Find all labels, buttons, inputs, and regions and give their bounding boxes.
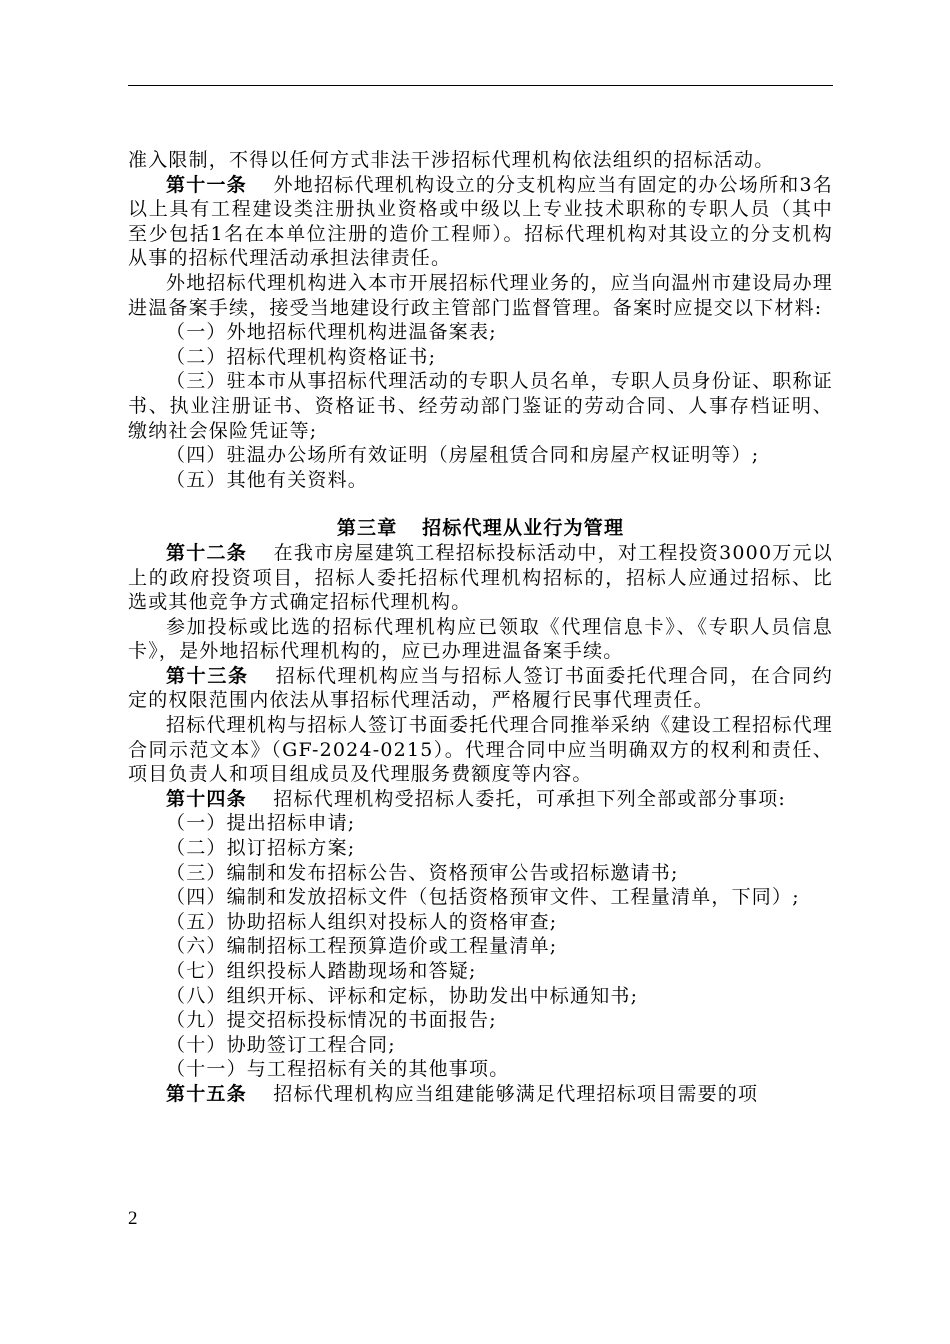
list2-item-6: （六）编制招标工程预算造价或工程量清单; bbox=[166, 935, 558, 958]
article-14 bbox=[128, 787, 833, 812]
article-11 bbox=[128, 173, 833, 271]
article-14-text: 招标代理机构受招标人委托，可承担下列全部或部分事项: bbox=[273, 787, 787, 810]
list1-item-2: （二）招标代理机构资格证书; bbox=[166, 345, 437, 368]
paragraph-bidding-cards: 参加投标或比选的招标代理机构应已领取《代理信息卡》、《专职人员信息卡》，是外地招标代理机构的，应已办理进温备案手续。 bbox=[128, 615, 833, 663]
list2-item-9: （九）提交招标投标情况的书面报告; bbox=[166, 1009, 497, 1032]
article-15-title: 第十五条 bbox=[166, 1082, 247, 1105]
chapter-heading bbox=[128, 516, 833, 541]
list2-item-2: （二）拟订招标方案; bbox=[166, 837, 356, 860]
paragraph-contract-template: 招标代理机构与招标人签订书面委托代理合同推举采纳《建设工程招标代理合同示范文本》（GF-2024-0215）。代理合同中应当明确双方的权利和责任、项目负责人和项目组成员及代理服务费额度等内容。 bbox=[128, 714, 833, 786]
list2-item-1: （一）提出招标申请; bbox=[166, 812, 356, 835]
list2-item-3: （三）编制和发布招标公告、资格预审公告或招标邀请书; bbox=[166, 861, 679, 884]
list2-item-10: （十）协助签订工程合同; bbox=[166, 1033, 396, 1056]
list1-item-1: （一）外地招标代理机构进温备案表; bbox=[166, 321, 497, 344]
article-15-text: 招标代理机构应当组建能够满足代理招标项目需要的项 bbox=[273, 1082, 759, 1105]
list1-item-5: （五）其他有关资料。 bbox=[166, 468, 369, 491]
list1-item-4: （四）驻温办公场所有效证明（房屋租赁合同和房屋产权证明等）; bbox=[166, 444, 760, 467]
list2-item-7: （七）组织投标人踏勘现场和答疑; bbox=[166, 960, 477, 982]
article-12-title: 第十二条 bbox=[166, 541, 247, 564]
chapter-title: 招标代理从业行为管理 bbox=[422, 517, 625, 540]
page-number: 2 bbox=[128, 1208, 138, 1229]
article-13-text: 招标代理机构应当与招标人签订书面委托代理合同，在合同约定的权限范围内依法从事招标代理活动，严格履行民事代理责任。 bbox=[128, 664, 833, 712]
article-15 bbox=[128, 1082, 833, 1107]
list2-item-4: （四）编制和发放招标文件（包括资格预审文件、工程量清单，下同）; bbox=[166, 886, 800, 909]
article-11-title: 第十一条 bbox=[166, 173, 247, 196]
list1-item-3: （三）驻本市从事招标代理活动的专职人员名单，专职人员身份证、职称证书、执业注册证书、资格证书、经劳动部门鉴证的劳动合同、人事存档证明、缴纳社会保险凭证等; bbox=[128, 370, 833, 442]
list2-item-8: （八）组织开标、评标和定标，协助发出中标通知书; bbox=[166, 984, 639, 1007]
article-12-text: 在我市房屋建筑工程招标投标活动中，对工程投资3000万元以上的政府投资项目，招标人委托招标代理机构招标的，招标人应通过招标、比选或其他竞争方式确定招标代理机构。 bbox=[128, 541, 833, 614]
article-11-text: 外地招标代理机构设立的分支机构应当有固定的办公场所和3名以上具有工程建设类注册执业资格或中级以上专业技术职称的专职人员（其中至少包括1名在本单位注册的造价工程师）。招标代理机构对其设立的分支机构从事的招标代理活动承担法律责任。 bbox=[128, 173, 833, 270]
chapter-number: 第三章 bbox=[336, 517, 398, 540]
article-12 bbox=[128, 541, 833, 615]
article-13-title: 第十三条 bbox=[166, 664, 249, 687]
paragraph-registration: 外地招标代理机构进入本市开展招标代理业务的，应当向温州市建设局办理进温备案手续，接受当地建设行政主管部门监督管理。备案时应提交以下材料: bbox=[128, 271, 833, 319]
article-14-title: 第十四条 bbox=[166, 787, 247, 810]
list2-item-11: （十一）与工程招标有关的其他事项。 bbox=[166, 1058, 510, 1081]
list2-item-5: （五）协助招标人组织对投标人的资格审查; bbox=[166, 910, 558, 933]
document-body bbox=[128, 148, 833, 1107]
article-13 bbox=[128, 664, 833, 713]
header-rule bbox=[128, 85, 833, 86]
paragraph-continuation: 准入限制，不得以任何方式非法干涉招标代理机构依法组织的招标活动。 bbox=[128, 149, 775, 171]
